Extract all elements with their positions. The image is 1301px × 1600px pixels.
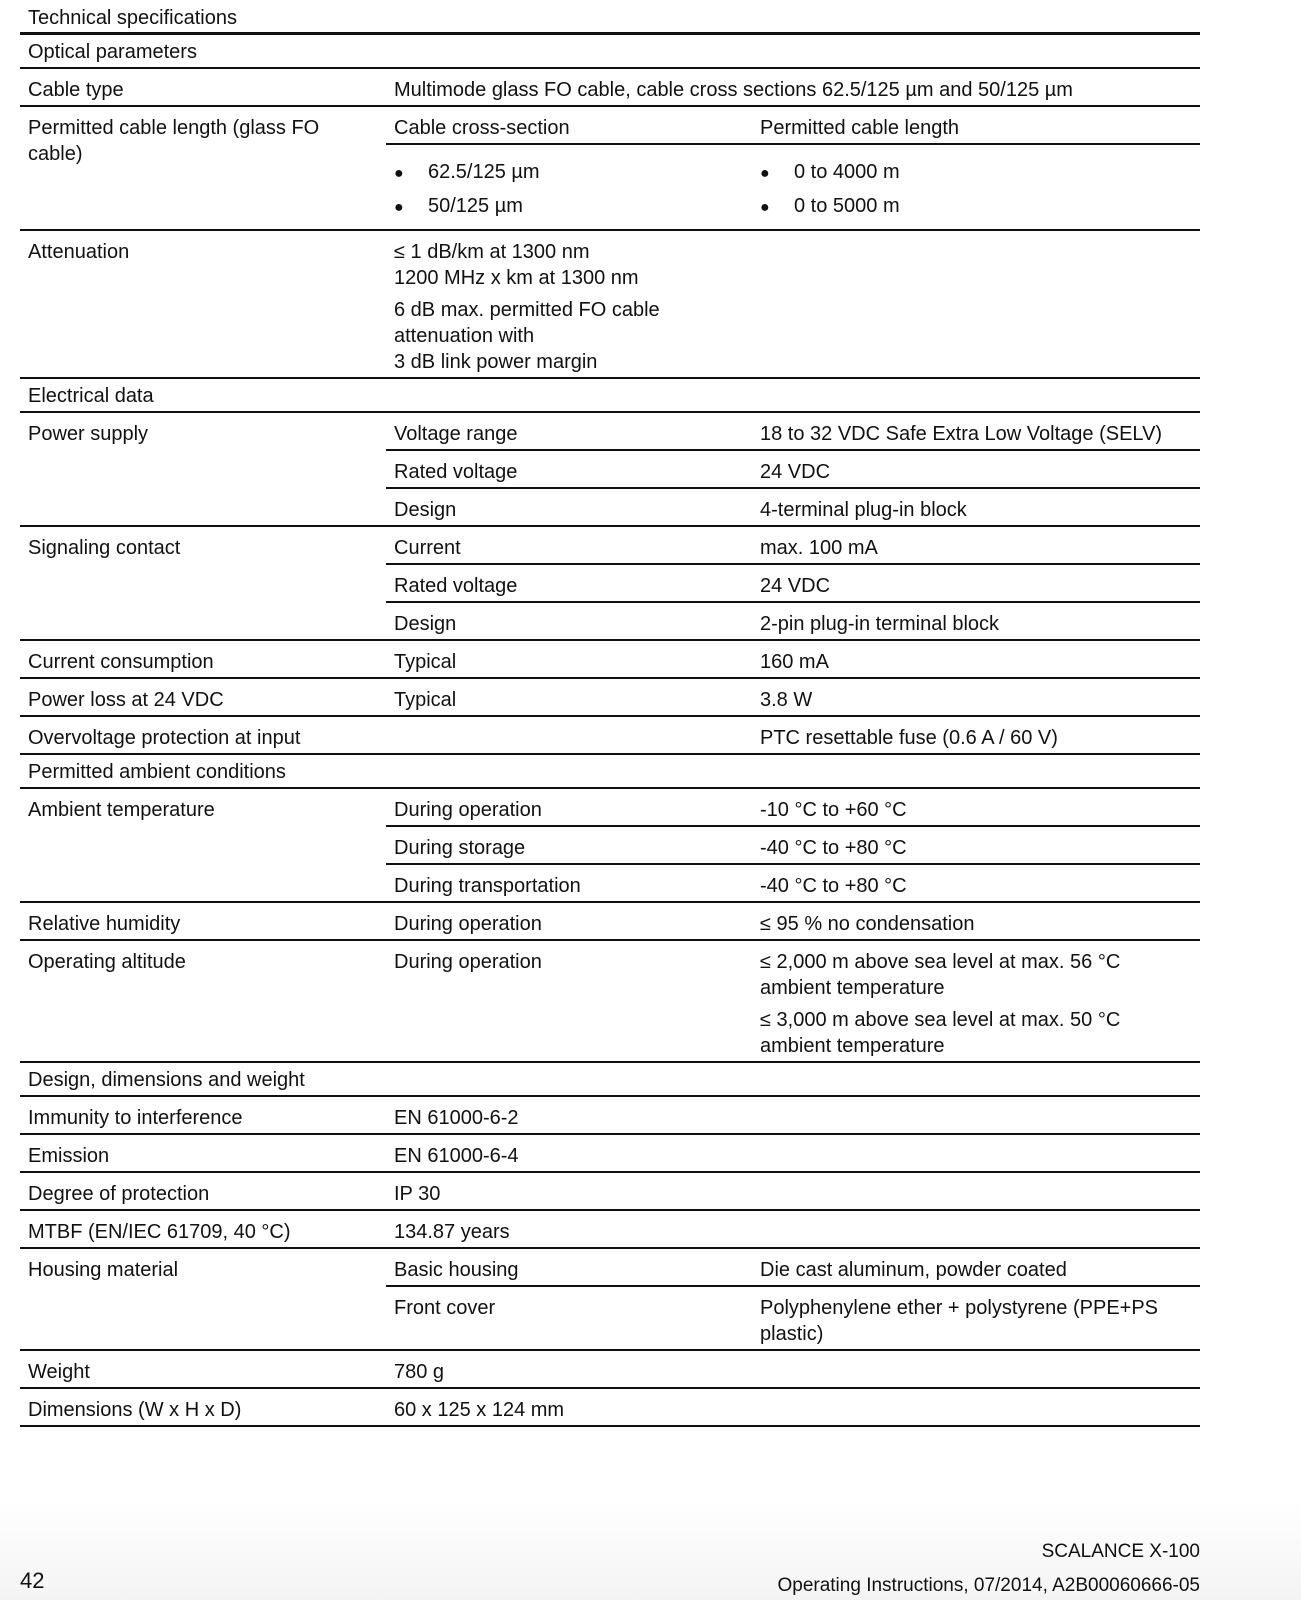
- section-heading: Permitted ambient conditions: [20, 754, 1200, 788]
- bullet-icon: ●: [394, 165, 404, 182]
- row-housing-material: [20, 1248, 1200, 1286]
- row-key: During operation: [386, 940, 752, 1062]
- page-title: Technical specifications: [28, 7, 237, 29]
- row-label: Current consumption: [20, 640, 386, 678]
- row-label: MTBF (EN/IEC 61709, 40 °C): [20, 1210, 386, 1248]
- row-label: Operating altitude: [20, 940, 386, 1062]
- row-value: 2-pin plug-in terminal block: [752, 602, 1200, 640]
- row-value: max. 100 mA: [752, 526, 1200, 564]
- row-operating-altitude: [20, 940, 1200, 1062]
- footer-document-info: Operating Instructions, 07/2014, A2B00060666-05: [777, 1575, 1200, 1596]
- row-label: Weight: [20, 1350, 386, 1388]
- list-item: ● 0 to 5000 m: [760, 193, 1192, 221]
- bullet-icon: ●: [394, 199, 404, 216]
- row-value: EN 61000-6-4: [386, 1134, 1200, 1172]
- row-key: During storage: [386, 826, 752, 864]
- row-label: Attenuation: [20, 230, 386, 378]
- row-emission: [20, 1134, 1200, 1172]
- cross-section-list: [386, 144, 752, 230]
- row-ambient-temperature: [20, 788, 1200, 826]
- section-heading: Design, dimensions and weight: [20, 1062, 1200, 1096]
- row-value: 780 g: [386, 1350, 1200, 1388]
- section-heading: Optical parameters: [20, 34, 1200, 69]
- row-attenuation: [20, 230, 1200, 378]
- row-current-consumption: [20, 640, 1200, 678]
- row-weight: [20, 1350, 1200, 1388]
- row-value: ≤ 1 dB/km at 1300 nm 1200 MHz x km at 1300 nm 6 dB max. permitted FO cable attenuation with 3 dB link power margin: [386, 230, 752, 378]
- row-label: Immunity to interference: [20, 1096, 386, 1134]
- cable-length-list: [752, 144, 1200, 230]
- row-key: Rated voltage: [386, 450, 752, 488]
- row-immunity: [20, 1096, 1200, 1134]
- section-heading: Electrical data: [20, 378, 1200, 412]
- row-key: Typical: [386, 640, 752, 678]
- row-key: Basic housing: [386, 1248, 752, 1286]
- list-item: ● 0 to 4000 m: [760, 159, 1192, 187]
- section-optical: [20, 34, 1200, 69]
- row-key: During operation: [386, 788, 752, 826]
- row-value: IP 30: [386, 1172, 1200, 1210]
- row-power-loss: [20, 678, 1200, 716]
- row-mtbf: [20, 1210, 1200, 1248]
- row-value: EN 61000-6-2: [386, 1096, 1200, 1134]
- row-dimensions: [20, 1388, 1200, 1426]
- row-value: 24 VDC: [752, 564, 1200, 602]
- section-design: [20, 1062, 1200, 1096]
- row-key: Design: [386, 488, 752, 526]
- row-value: ≤ 95 % no condensation: [752, 902, 1200, 940]
- row-label: Permitted cable length (glass FO cable): [20, 106, 386, 230]
- row-value: 160 mA: [752, 640, 1200, 678]
- row-degree-of-protection: [20, 1172, 1200, 1210]
- row-key: Front cover: [386, 1286, 752, 1350]
- row-key: Current: [386, 526, 752, 564]
- row-value: 4-terminal plug-in block: [752, 488, 1200, 526]
- row-key: [386, 716, 752, 754]
- row-value: 60 x 125 x 124 mm: [386, 1388, 1200, 1426]
- row-value: Polyphenylene ether + polystyrene (PPE+PS plastic): [752, 1286, 1200, 1350]
- footer-product-name: SCALANCE X-100: [1041, 1541, 1200, 1562]
- row-value: Die cast aluminum, powder coated: [752, 1248, 1200, 1286]
- row-value: Multimode glass FO cable, cable cross sections 62.5/125 µm and 50/125 µm: [386, 68, 1200, 106]
- row-key: During transportation: [386, 864, 752, 902]
- col-header-cross-section: Cable cross-section: [386, 106, 752, 144]
- row-label: Dimensions (W x H x D): [20, 1388, 386, 1426]
- row-overvoltage: [20, 716, 1200, 754]
- row-label: Signaling contact: [20, 526, 386, 640]
- row-value: 24 VDC: [752, 450, 1200, 488]
- row-cable-type: [20, 68, 1200, 106]
- row-value: 134.87 years: [386, 1210, 1200, 1248]
- row-cable-length-header: [20, 106, 1200, 144]
- row-value: -40 °C to +80 °C: [752, 864, 1200, 902]
- row-label: Housing material: [20, 1248, 386, 1350]
- row-label: Ambient temperature: [20, 788, 386, 902]
- page-number: 42: [20, 1568, 45, 1593]
- row-value: 3.8 W: [752, 678, 1200, 716]
- section-electrical: [20, 378, 1200, 412]
- row-relative-humidity: [20, 902, 1200, 940]
- row-key: During operation: [386, 902, 752, 940]
- row-label: Emission: [20, 1134, 386, 1172]
- list-item: ● 62.5/125 µm: [394, 159, 744, 187]
- row-power-supply: [20, 412, 1200, 450]
- bullet-icon: ●: [760, 165, 770, 182]
- row-value: -40 °C to +80 °C: [752, 826, 1200, 864]
- section-ambient: [20, 754, 1200, 788]
- row-label: Relative humidity: [20, 902, 386, 940]
- row-label: Power loss at 24 VDC: [20, 678, 386, 716]
- row-value: -10 °C to +60 °C: [752, 788, 1200, 826]
- row-key: Typical: [386, 678, 752, 716]
- bullet-icon: ●: [760, 199, 770, 216]
- row-label: Cable type: [20, 68, 386, 106]
- spec-table: [20, 32, 1200, 1427]
- list-item: ● 50/125 µm: [394, 193, 744, 221]
- row-value: PTC resettable fuse (0.6 A / 60 V): [752, 716, 1200, 754]
- col-header-cable-length: Permitted cable length: [752, 106, 1200, 144]
- row-label: Degree of protection: [20, 1172, 386, 1210]
- row-value: ≤ 2,000 m above sea level at max. 56 °C ambient temperature ≤ 3,000 m above sea level at max. 50 °C ambient temperature: [752, 940, 1200, 1062]
- row-label: Power supply: [20, 412, 386, 526]
- row-signaling: [20, 526, 1200, 564]
- row-key: Design: [386, 602, 752, 640]
- row-value: 18 to 32 VDC Safe Extra Low Voltage (SELV): [752, 412, 1200, 450]
- row-label: Overvoltage protection at input: [20, 716, 386, 754]
- row-key: Voltage range: [386, 412, 752, 450]
- row-key: Rated voltage: [386, 564, 752, 602]
